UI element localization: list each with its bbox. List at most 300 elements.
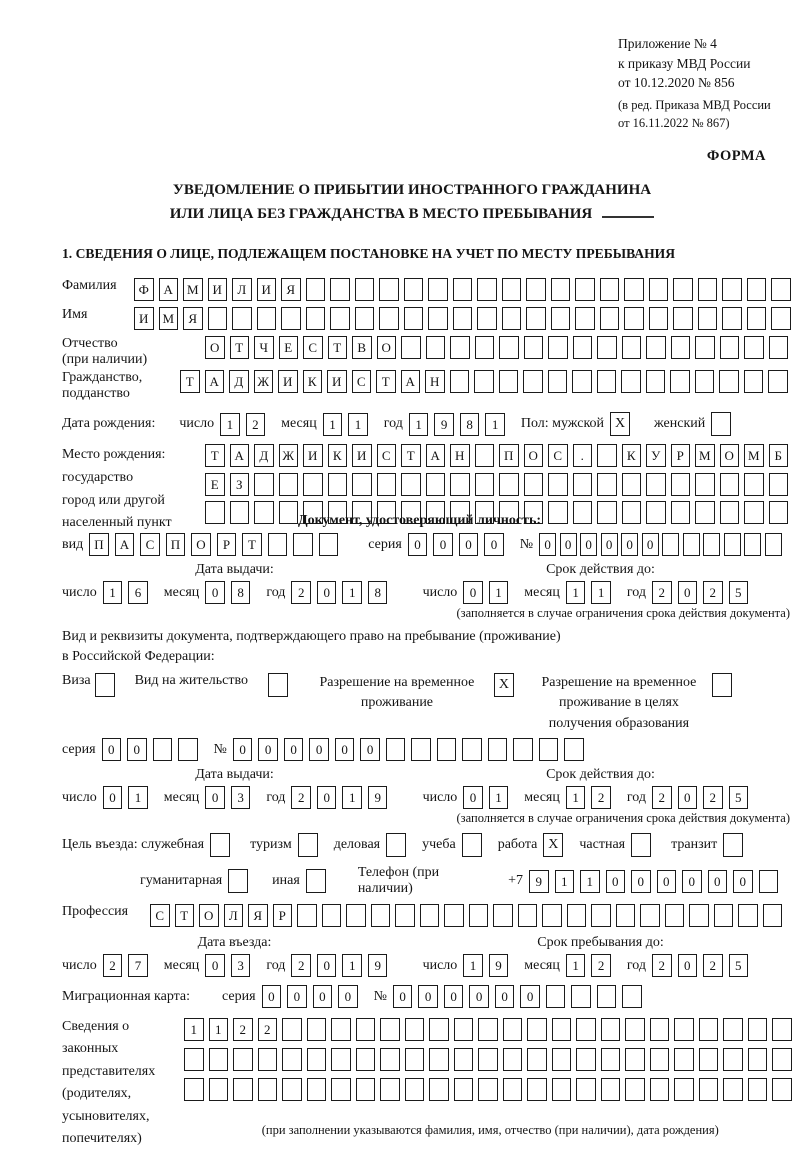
char-box[interactable]	[597, 501, 617, 524]
char-box[interactable]: 1	[348, 413, 368, 436]
legal-reps-input-3[interactable]	[184, 1078, 797, 1101]
char-box[interactable]: 1	[489, 581, 509, 604]
char-box[interactable]	[428, 307, 448, 330]
char-box[interactable]: И	[257, 278, 277, 301]
identity-valid-day[interactable]	[463, 581, 514, 604]
doc-kind-input[interactable]	[89, 533, 344, 556]
char-box[interactable]: 0	[539, 533, 556, 556]
char-box[interactable]	[502, 278, 522, 301]
char-box[interactable]: 1	[103, 581, 123, 604]
char-box[interactable]: Я	[281, 278, 301, 301]
char-box[interactable]	[723, 1078, 743, 1101]
char-box[interactable]: 1	[489, 786, 509, 809]
char-box[interactable]: 0	[102, 738, 122, 761]
char-box[interactable]	[513, 738, 533, 761]
char-box[interactable]	[404, 307, 424, 330]
char-box[interactable]	[444, 904, 464, 927]
char-box[interactable]	[572, 370, 592, 393]
char-box[interactable]	[683, 533, 700, 556]
char-box[interactable]	[772, 1078, 792, 1101]
char-box[interactable]: 1	[566, 581, 586, 604]
char-box[interactable]: 5	[729, 954, 749, 977]
stay-day[interactable]	[463, 954, 514, 977]
char-box[interactable]: И	[208, 278, 228, 301]
char-box[interactable]	[307, 1018, 327, 1041]
char-box[interactable]	[233, 1048, 253, 1071]
char-box[interactable]	[478, 1018, 498, 1041]
char-box[interactable]: 1	[128, 786, 148, 809]
char-box[interactable]	[282, 1078, 302, 1101]
char-box[interactable]	[695, 370, 715, 393]
char-box[interactable]	[695, 473, 715, 496]
char-box[interactable]: 2	[591, 954, 611, 977]
char-box[interactable]	[759, 870, 779, 893]
char-box[interactable]	[499, 473, 519, 496]
char-box[interactable]	[622, 336, 642, 359]
char-box[interactable]	[703, 533, 720, 556]
char-box[interactable]	[279, 501, 299, 524]
char-box[interactable]	[564, 738, 584, 761]
char-box[interactable]	[462, 738, 482, 761]
char-box[interactable]	[747, 307, 767, 330]
char-box[interactable]	[575, 278, 595, 301]
char-box[interactable]	[720, 336, 740, 359]
char-box[interactable]: 0	[520, 985, 540, 1008]
char-box[interactable]: 9	[368, 786, 388, 809]
char-box[interactable]: 1	[342, 581, 362, 604]
char-box[interactable]: А	[426, 444, 446, 467]
char-box[interactable]	[258, 1078, 278, 1101]
char-box[interactable]	[257, 307, 277, 330]
purpose-private-checkbox[interactable]	[631, 833, 651, 857]
char-box[interactable]	[671, 336, 691, 359]
char-box[interactable]: 0	[309, 738, 329, 761]
char-box[interactable]	[307, 1078, 327, 1101]
char-box[interactable]: Н	[450, 444, 470, 467]
char-box[interactable]	[601, 1078, 621, 1101]
char-box[interactable]: 1	[591, 581, 611, 604]
char-box[interactable]: С	[150, 904, 170, 927]
char-box[interactable]	[597, 985, 617, 1008]
char-box[interactable]	[426, 336, 446, 359]
char-box[interactable]	[426, 473, 446, 496]
char-box[interactable]	[475, 473, 495, 496]
char-box[interactable]	[738, 904, 758, 927]
char-box[interactable]	[454, 1018, 474, 1041]
char-box[interactable]: 0	[733, 870, 753, 893]
char-box[interactable]	[597, 336, 617, 359]
char-box[interactable]	[744, 370, 764, 393]
char-box[interactable]: И	[134, 307, 154, 330]
char-box[interactable]: 0	[317, 954, 337, 977]
char-box[interactable]	[650, 1078, 670, 1101]
char-box[interactable]: 2	[291, 581, 311, 604]
char-box[interactable]	[771, 307, 791, 330]
char-box[interactable]: Н	[425, 370, 445, 393]
char-box[interactable]	[698, 278, 718, 301]
char-box[interactable]	[356, 1078, 376, 1101]
char-box[interactable]	[744, 336, 764, 359]
char-box[interactable]	[640, 904, 660, 927]
residence-number-input[interactable]	[233, 738, 590, 761]
residence-series-input[interactable]	[102, 738, 204, 761]
char-box[interactable]	[411, 738, 431, 761]
char-box[interactable]	[377, 473, 397, 496]
char-box[interactable]	[453, 278, 473, 301]
char-box[interactable]	[600, 278, 620, 301]
char-box[interactable]: С	[548, 444, 568, 467]
char-box[interactable]	[674, 1078, 694, 1101]
char-box[interactable]	[542, 904, 562, 927]
char-box[interactable]	[625, 1078, 645, 1101]
char-box[interactable]	[748, 1018, 768, 1041]
char-box[interactable]	[233, 1078, 253, 1101]
char-box[interactable]	[405, 1048, 425, 1071]
char-box[interactable]	[720, 501, 740, 524]
char-box[interactable]	[331, 1018, 351, 1041]
char-box[interactable]	[723, 1048, 743, 1071]
char-box[interactable]: 0	[601, 533, 618, 556]
char-box[interactable]: А	[205, 370, 225, 393]
char-box[interactable]	[429, 1078, 449, 1101]
temp-residence-edu-checkbox[interactable]	[712, 673, 732, 697]
char-box[interactable]	[401, 336, 421, 359]
char-box[interactable]	[379, 307, 399, 330]
char-box[interactable]: М	[159, 307, 179, 330]
char-box[interactable]	[429, 1048, 449, 1071]
char-box[interactable]: 1	[342, 954, 362, 977]
char-box[interactable]	[322, 904, 342, 927]
char-box[interactable]	[209, 1048, 229, 1071]
char-box[interactable]	[650, 1018, 670, 1041]
char-box[interactable]	[307, 1048, 327, 1071]
char-box[interactable]	[477, 307, 497, 330]
char-box[interactable]: 1	[220, 413, 240, 436]
char-box[interactable]: 0	[205, 786, 225, 809]
legal-reps-input-2[interactable]	[184, 1048, 797, 1071]
char-box[interactable]	[673, 307, 693, 330]
char-box[interactable]: 0	[678, 954, 698, 977]
char-box[interactable]: З	[230, 473, 250, 496]
char-box[interactable]	[429, 1018, 449, 1041]
char-box[interactable]	[597, 444, 617, 467]
char-box[interactable]: 0	[127, 738, 147, 761]
char-box[interactable]: Д	[229, 370, 249, 393]
char-box[interactable]: С	[377, 444, 397, 467]
char-box[interactable]	[268, 533, 288, 556]
char-box[interactable]	[524, 336, 544, 359]
char-box[interactable]	[744, 473, 764, 496]
char-box[interactable]: А	[230, 444, 250, 467]
char-box[interactable]	[670, 370, 690, 393]
patronymic-input[interactable]	[205, 336, 793, 359]
char-box[interactable]: 2	[591, 786, 611, 809]
char-box[interactable]: 1	[580, 870, 600, 893]
identity-issue-day[interactable]	[103, 581, 154, 604]
char-box[interactable]: 0	[317, 786, 337, 809]
char-box[interactable]: Я	[183, 307, 203, 330]
char-box[interactable]	[401, 473, 421, 496]
char-box[interactable]: 0	[287, 985, 307, 1008]
entry-day[interactable]	[103, 954, 154, 977]
entry-month[interactable]	[205, 954, 256, 977]
char-box[interactable]: 0	[606, 870, 626, 893]
char-box[interactable]	[454, 1078, 474, 1101]
char-box[interactable]: М	[744, 444, 764, 467]
char-box[interactable]: Л	[224, 904, 244, 927]
char-box[interactable]	[649, 307, 669, 330]
char-box[interactable]: Ч	[254, 336, 274, 359]
purpose-transit-checkbox[interactable]	[723, 833, 743, 857]
char-box[interactable]	[699, 1078, 719, 1101]
char-box[interactable]	[469, 904, 489, 927]
birth-place-input-1[interactable]	[205, 444, 793, 467]
char-box[interactable]: К	[328, 444, 348, 467]
char-box[interactable]	[719, 370, 739, 393]
char-box[interactable]	[379, 278, 399, 301]
char-box[interactable]	[720, 473, 740, 496]
char-box[interactable]: 0	[393, 985, 413, 1008]
char-box[interactable]	[539, 738, 559, 761]
char-box[interactable]	[503, 1078, 523, 1101]
char-box[interactable]	[475, 444, 495, 467]
char-box[interactable]: М	[183, 278, 203, 301]
char-box[interactable]	[230, 501, 250, 524]
char-box[interactable]: 1	[485, 413, 505, 436]
char-box[interactable]	[723, 1018, 743, 1041]
char-box[interactable]	[380, 1048, 400, 1071]
char-box[interactable]: К	[303, 370, 323, 393]
char-box[interactable]	[772, 1048, 792, 1071]
char-box[interactable]	[699, 1018, 719, 1041]
visa-checkbox[interactable]	[95, 673, 115, 697]
char-box[interactable]	[714, 904, 734, 927]
char-box[interactable]	[573, 336, 593, 359]
purpose-commercial-checkbox[interactable]	[386, 833, 406, 857]
char-box[interactable]	[649, 278, 669, 301]
char-box[interactable]: 0	[580, 533, 597, 556]
char-box[interactable]: 7	[128, 954, 148, 977]
char-box[interactable]: А	[159, 278, 179, 301]
char-box[interactable]	[474, 370, 494, 393]
char-box[interactable]: 2	[258, 1018, 278, 1041]
char-box[interactable]: 2	[291, 786, 311, 809]
char-box[interactable]: 0	[205, 954, 225, 977]
char-box[interactable]: А	[401, 370, 421, 393]
char-box[interactable]: 9	[368, 954, 388, 977]
char-box[interactable]	[646, 501, 666, 524]
char-box[interactable]	[597, 473, 617, 496]
char-box[interactable]: 1	[409, 413, 429, 436]
char-box[interactable]	[769, 336, 789, 359]
char-box[interactable]	[437, 738, 457, 761]
char-box[interactable]	[671, 501, 691, 524]
sex-male-checkbox[interactable]: X	[610, 412, 630, 436]
identity-issue-month[interactable]	[205, 581, 256, 604]
char-box[interactable]: 8	[231, 581, 251, 604]
char-box[interactable]: У	[646, 444, 666, 467]
char-box[interactable]: 9	[489, 954, 509, 977]
birth-day-input[interactable]	[220, 413, 271, 436]
char-box[interactable]	[254, 473, 274, 496]
char-box[interactable]	[527, 1018, 547, 1041]
char-box[interactable]	[279, 473, 299, 496]
char-box[interactable]: 2	[703, 786, 723, 809]
char-box[interactable]	[346, 904, 366, 927]
char-box[interactable]	[551, 307, 571, 330]
doc-number-input[interactable]	[539, 533, 785, 556]
char-box[interactable]: Ж	[279, 444, 299, 467]
char-box[interactable]: 0	[678, 786, 698, 809]
char-box[interactable]: 0	[317, 581, 337, 604]
char-box[interactable]	[722, 307, 742, 330]
char-box[interactable]: 0	[313, 985, 333, 1008]
char-box[interactable]: Т	[205, 444, 225, 467]
char-box[interactable]	[622, 473, 642, 496]
char-box[interactable]: 1	[209, 1018, 229, 1041]
char-box[interactable]: Т	[180, 370, 200, 393]
char-box[interactable]: 9	[529, 870, 549, 893]
purpose-other-checkbox[interactable]	[306, 869, 326, 893]
char-box[interactable]: 2	[291, 954, 311, 977]
char-box[interactable]	[551, 278, 571, 301]
char-box[interactable]: 1	[555, 870, 575, 893]
char-box[interactable]	[768, 370, 788, 393]
char-box[interactable]: 0	[408, 533, 428, 556]
char-box[interactable]: 3	[231, 954, 251, 977]
char-box[interactable]	[450, 473, 470, 496]
char-box[interactable]: 0	[463, 581, 483, 604]
char-box[interactable]: Р	[217, 533, 237, 556]
char-box[interactable]	[454, 1048, 474, 1071]
char-box[interactable]: Т	[242, 533, 262, 556]
char-box[interactable]	[624, 307, 644, 330]
char-box[interactable]	[646, 336, 666, 359]
char-box[interactable]: 0	[621, 533, 638, 556]
char-box[interactable]	[625, 1018, 645, 1041]
char-box[interactable]: Т	[401, 444, 421, 467]
char-box[interactable]: О	[377, 336, 397, 359]
char-box[interactable]	[567, 904, 587, 927]
char-box[interactable]: А	[115, 533, 135, 556]
legal-reps-input-1[interactable]	[184, 1018, 797, 1041]
char-box[interactable]	[499, 370, 519, 393]
surname-input[interactable]	[134, 278, 796, 301]
doc-series-input[interactable]	[408, 533, 510, 556]
char-box[interactable]: 0	[682, 870, 702, 893]
char-box[interactable]: 0	[233, 738, 253, 761]
char-box[interactable]	[748, 1078, 768, 1101]
char-box[interactable]	[503, 1048, 523, 1071]
char-box[interactable]: 0	[484, 533, 504, 556]
char-box[interactable]	[258, 1048, 278, 1071]
char-box[interactable]	[178, 738, 198, 761]
char-box[interactable]	[744, 533, 761, 556]
char-box[interactable]	[695, 501, 715, 524]
char-box[interactable]	[722, 278, 742, 301]
char-box[interactable]: 2	[233, 1018, 253, 1041]
char-box[interactable]	[477, 278, 497, 301]
temp-residence-checkbox[interactable]: X	[494, 673, 514, 697]
char-box[interactable]: 0	[678, 581, 698, 604]
char-box[interactable]: 2	[703, 581, 723, 604]
char-box[interactable]	[303, 473, 323, 496]
char-box[interactable]	[518, 904, 538, 927]
char-box[interactable]: 3	[231, 786, 251, 809]
char-box[interactable]	[621, 370, 641, 393]
purpose-humanitarian-checkbox[interactable]	[228, 869, 248, 893]
char-box[interactable]	[405, 1018, 425, 1041]
char-box[interactable]	[380, 1078, 400, 1101]
char-box[interactable]: И	[327, 370, 347, 393]
char-box[interactable]	[386, 738, 406, 761]
char-box[interactable]	[205, 501, 225, 524]
char-box[interactable]: П	[499, 444, 519, 467]
char-box[interactable]: 2	[652, 581, 672, 604]
char-box[interactable]: Б	[769, 444, 789, 467]
purpose-tourism-checkbox[interactable]	[298, 833, 318, 857]
char-box[interactable]	[488, 738, 508, 761]
char-box[interactable]: Е	[279, 336, 299, 359]
char-box[interactable]: 0	[657, 870, 677, 893]
char-box[interactable]	[356, 1048, 376, 1071]
char-box[interactable]: М	[695, 444, 715, 467]
char-box[interactable]	[650, 1048, 670, 1071]
char-box[interactable]	[576, 1048, 596, 1071]
char-box[interactable]	[744, 501, 764, 524]
char-box[interactable]: 0	[469, 985, 489, 1008]
char-box[interactable]	[571, 985, 591, 1008]
char-box[interactable]: Т	[376, 370, 396, 393]
char-box[interactable]: 0	[560, 533, 577, 556]
sex-female-checkbox[interactable]	[711, 412, 731, 436]
char-box[interactable]: 9	[434, 413, 454, 436]
char-box[interactable]	[380, 1018, 400, 1041]
char-box[interactable]: К	[622, 444, 642, 467]
char-box[interactable]: 2	[703, 954, 723, 977]
char-box[interactable]	[420, 904, 440, 927]
birth-place-input-2[interactable]	[205, 473, 793, 496]
char-box[interactable]	[371, 904, 391, 927]
char-box[interactable]	[575, 307, 595, 330]
purpose-work-checkbox[interactable]: X	[543, 833, 563, 857]
char-box[interactable]: 0	[418, 985, 438, 1008]
char-box[interactable]: 1	[184, 1018, 204, 1041]
char-box[interactable]	[475, 336, 495, 359]
char-box[interactable]: О	[191, 533, 211, 556]
char-box[interactable]: 0	[433, 533, 453, 556]
residence-valid-day[interactable]	[463, 786, 514, 809]
char-box[interactable]	[503, 1018, 523, 1041]
char-box[interactable]	[662, 533, 679, 556]
residence-issue-year[interactable]	[291, 786, 393, 809]
char-box[interactable]: Т	[328, 336, 348, 359]
identity-issue-year[interactable]	[291, 581, 393, 604]
char-box[interactable]: 2	[246, 413, 266, 436]
char-box[interactable]: О	[524, 444, 544, 467]
entry-year[interactable]	[291, 954, 393, 977]
char-box[interactable]	[328, 473, 348, 496]
char-box[interactable]	[405, 1078, 425, 1101]
residence-valid-month[interactable]	[566, 786, 617, 809]
char-box[interactable]: 5	[729, 786, 749, 809]
char-box[interactable]	[355, 278, 375, 301]
char-box[interactable]	[665, 904, 685, 927]
char-box[interactable]	[646, 370, 666, 393]
char-box[interactable]	[671, 473, 691, 496]
char-box[interactable]	[546, 985, 566, 1008]
char-box[interactable]	[673, 278, 693, 301]
